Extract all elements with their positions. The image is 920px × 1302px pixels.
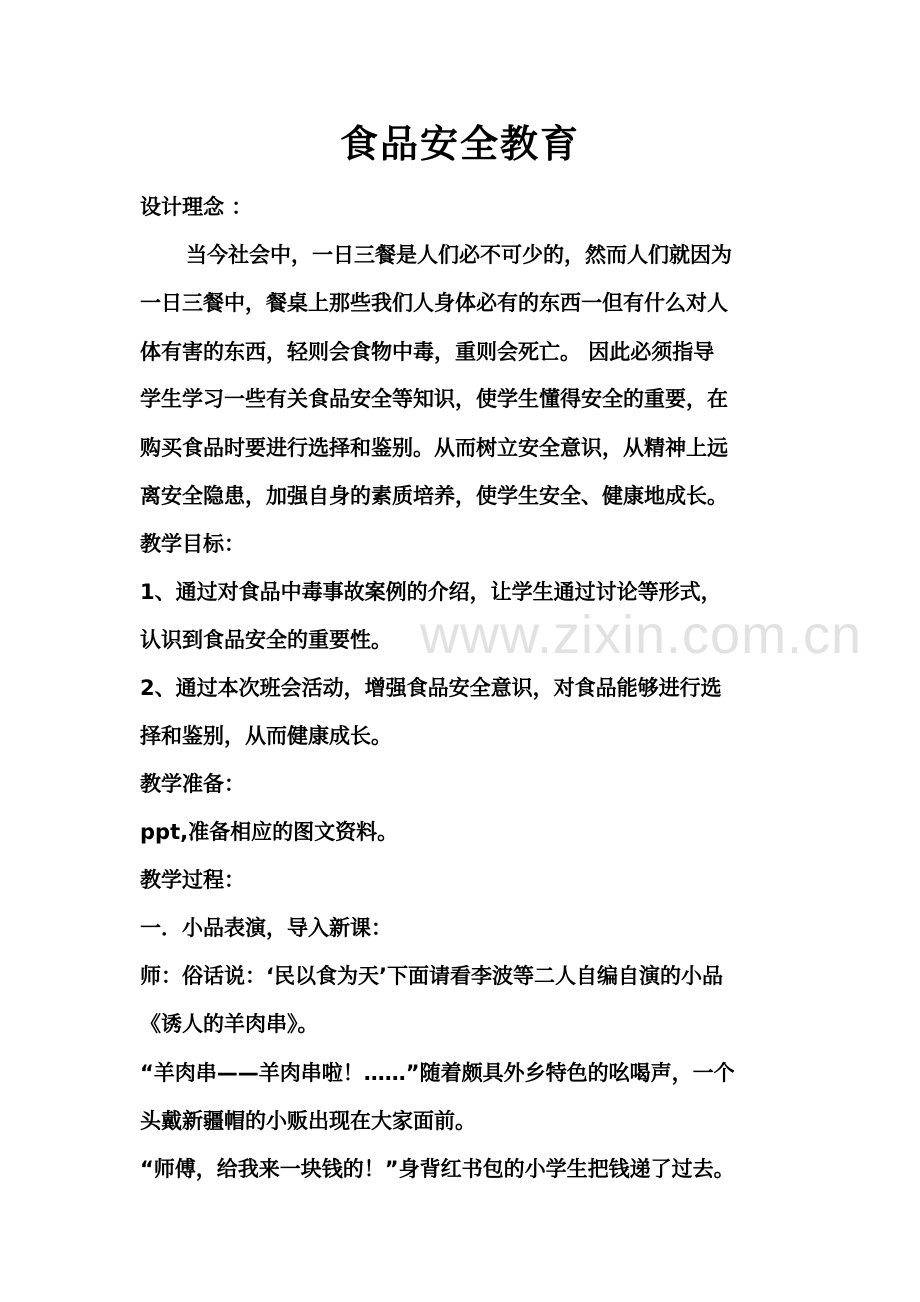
paragraph-line: 《诱人的羊肉串》。 bbox=[140, 1012, 319, 1036]
paragraph-line: 头戴新疆帽的小贩出现在大家面前。 bbox=[140, 1109, 476, 1133]
subsection-heading: 一．小品表演，导入新课： bbox=[140, 916, 392, 940]
paragraph-line: “师傅，给我来一块钱的！”身背红书包的小学生把钱递了过去。 bbox=[140, 1157, 735, 1181]
paragraph-line: 1、通过对食品中毒事故案例的介绍，让学生通过讨论等形式， bbox=[140, 580, 722, 604]
paragraph-line: 学生学习一些有关食品安全等知识，使学生懂得安全的重要，在 bbox=[140, 387, 728, 411]
section-heading-teaching-process: 教学过程： bbox=[140, 868, 245, 892]
paragraph-line: 师：俗话说：‘民以食为天’下面请看李波等二人自编自演的小品 bbox=[140, 964, 723, 988]
paragraph-line: 当今社会中，一日三餐是人们必不可少的，然而人们就因为 bbox=[186, 243, 732, 267]
paragraph-line: 择和鉴别，从而健康成长。 bbox=[140, 724, 392, 748]
paragraph-line: 离安全隐患，加强自身的素质培养，使学生安全、健康地成长。 bbox=[140, 484, 728, 508]
paragraph-line: 认识到食品安全的重要性。 bbox=[140, 628, 392, 652]
document-title: 食品安全教育 bbox=[339, 122, 580, 166]
section-heading-teaching-preparation: 教学准备： bbox=[140, 772, 245, 796]
paragraph-line: 购买食品时要进行选择和鉴别。从而树立安全意识，从精神上远 bbox=[140, 436, 728, 460]
paragraph-line: “羊肉串——羊肉串啦！……”随着颇具外乡特色的吆喝声，一个 bbox=[140, 1061, 735, 1085]
watermark: www.zixin.com.cn bbox=[420, 605, 863, 665]
section-heading-design-concept: 设计理念 ： bbox=[140, 195, 253, 219]
paragraph-line: 2、通过本次班会活动，增强食品安全意识，对食品能够进行选 bbox=[140, 676, 722, 700]
section-heading-teaching-goals: 教学目标： bbox=[140, 532, 245, 556]
paragraph-line: 体有害的东西，轻则会食物中毒，重则会死亡。 因此必须指导 bbox=[140, 340, 715, 364]
paragraph-line: ppt,准备相应的图文资料。 bbox=[140, 820, 399, 844]
paragraph-line: 一日三餐中，餐桌上那些我们人身体必有的东西一但有什么对人 bbox=[140, 291, 728, 315]
